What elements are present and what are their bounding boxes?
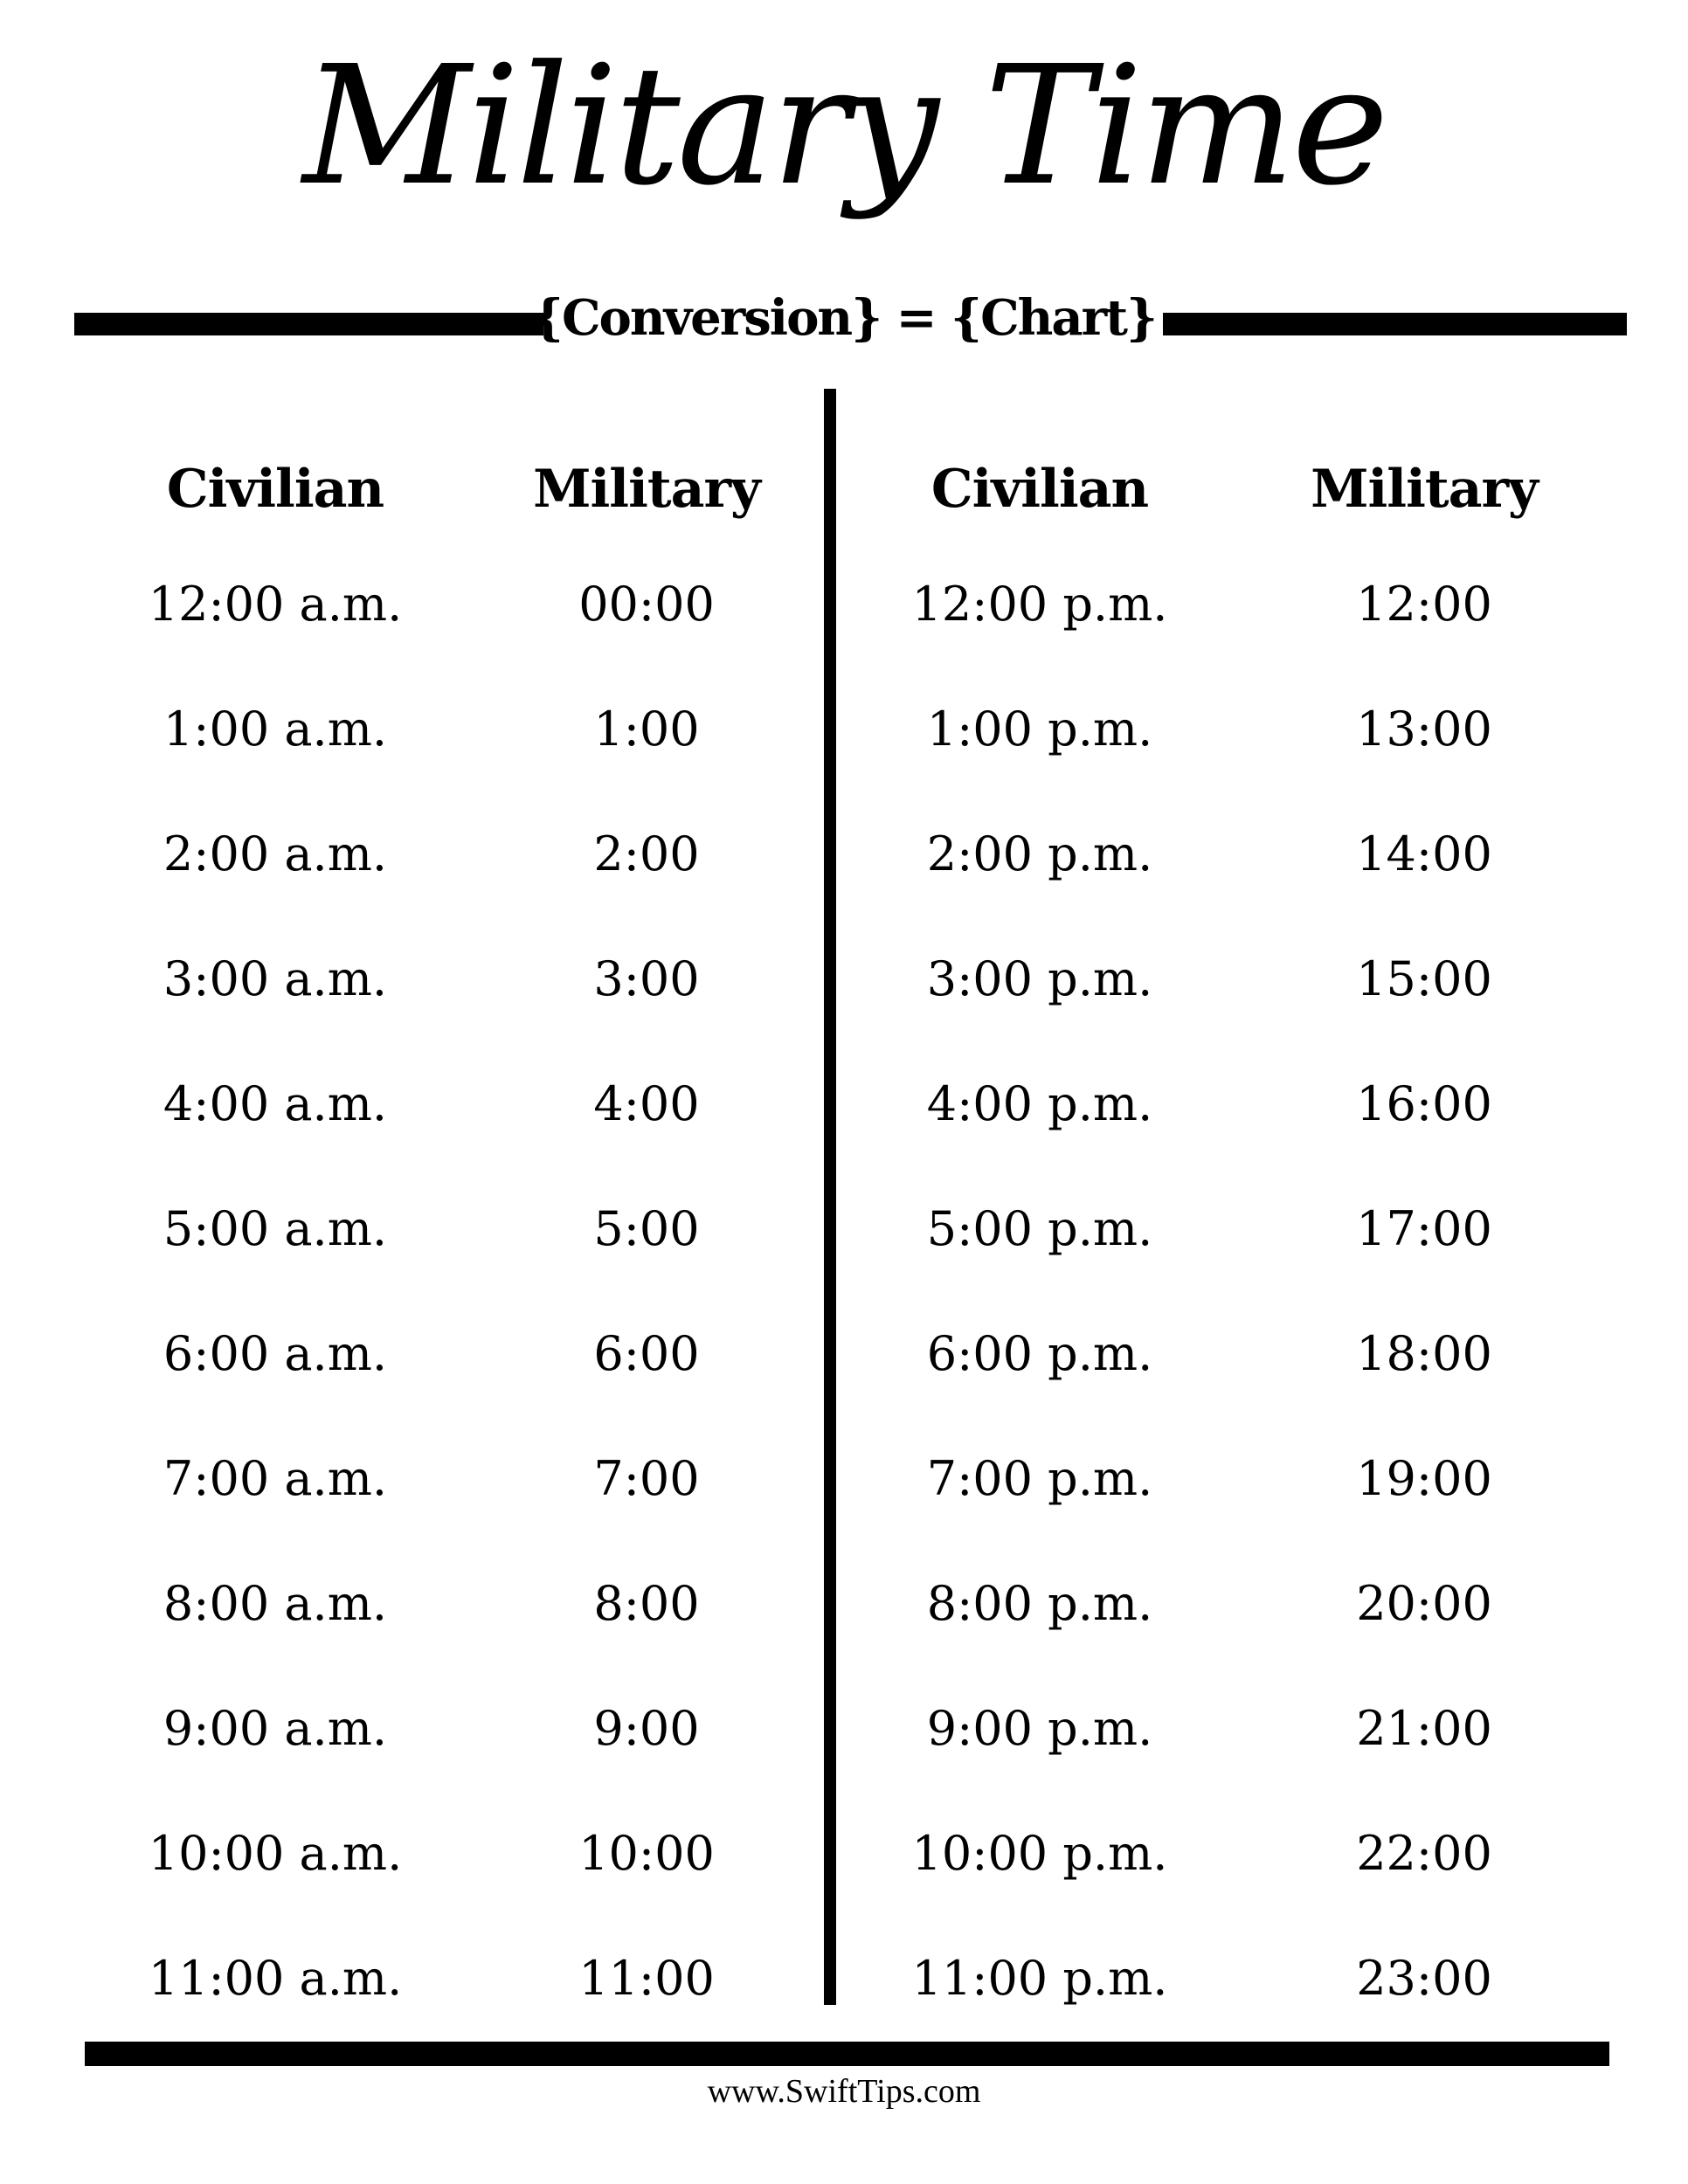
civilian-time-cell: 4:00 a.m. — [163, 1076, 388, 1131]
military-time-cell: 14:00 — [1356, 826, 1492, 881]
military-time-cell: 21:00 — [1356, 1701, 1492, 1756]
column-header-military: Military — [533, 459, 760, 520]
civilian-time-cell: 8:00 p.m. — [926, 1576, 1153, 1631]
military-time-cell: 12:00 — [1356, 577, 1492, 632]
military-time-cell: 20:00 — [1356, 1576, 1492, 1631]
civilian-time-cell: 1:00 p.m. — [926, 702, 1153, 757]
military-time-cell: 15:00 — [1356, 951, 1492, 1006]
military-time-cell: 18:00 — [1356, 1326, 1492, 1381]
military-time-cell: 5:00 — [593, 1201, 700, 1256]
conversion-table-pm — [843, 437, 1612, 2041]
column-header-civilian: Civilian — [930, 459, 1149, 520]
military-time-cell: 22:00 — [1356, 1826, 1492, 1881]
civilian-time-cell: 3:00 a.m. — [163, 951, 388, 1006]
military-time-cell: 2:00 — [593, 826, 700, 881]
civilian-time-cell: 10:00 a.m. — [148, 1826, 403, 1881]
civilian-time-cell: 7:00 p.m. — [926, 1451, 1153, 1506]
military-time-cell: 7:00 — [593, 1451, 700, 1506]
military-time-cell: 10:00 — [578, 1826, 715, 1881]
column-header-civilian: Civilian — [166, 459, 384, 520]
footer-url: www.SwiftTips.com — [707, 2073, 981, 2110]
military-time-cell: 3:00 — [593, 951, 700, 1006]
civilian-time-cell: 2:00 p.m. — [926, 826, 1153, 881]
column-header-military: Military — [1311, 459, 1538, 520]
civilian-time-cell: 8:00 a.m. — [163, 1576, 388, 1631]
civilian-time-cell: 10:00 p.m. — [911, 1826, 1168, 1881]
civilian-time-cell: 1:00 a.m. — [163, 702, 388, 757]
military-time-cell: 6:00 — [593, 1326, 700, 1381]
civilian-time-cell: 9:00 a.m. — [163, 1701, 388, 1756]
military-time-cell: 4:00 — [593, 1076, 700, 1131]
center-divider — [824, 389, 836, 2005]
military-time-cell: 19:00 — [1356, 1451, 1492, 1506]
civilian-time-cell: 5:00 p.m. — [926, 1201, 1153, 1256]
military-time-cell: 16:00 — [1356, 1076, 1492, 1131]
civilian-time-cell: 2:00 a.m. — [163, 826, 388, 881]
military-time-cell: 1:00 — [593, 702, 700, 757]
page-title: Military Time — [302, 31, 1386, 222]
civilian-time-cell: 6:00 p.m. — [926, 1326, 1153, 1381]
military-time-cell: 8:00 — [593, 1576, 700, 1631]
civilian-time-cell: 6:00 a.m. — [163, 1326, 388, 1381]
military-time-cell: 13:00 — [1356, 702, 1492, 757]
subtitle-rule-right — [1163, 313, 1627, 335]
civilian-time-cell: 3:00 p.m. — [926, 951, 1153, 1006]
civilian-time-cell: 7:00 a.m. — [163, 1451, 388, 1506]
civilian-time-cell: 12:00 a.m. — [148, 577, 403, 632]
military-time-cell: 9:00 — [593, 1701, 700, 1756]
civilian-time-cell: 4:00 p.m. — [926, 1076, 1153, 1131]
civilian-time-cell: 5:00 a.m. — [163, 1201, 388, 1256]
military-time-cell: 17:00 — [1356, 1201, 1492, 1256]
subtitle: {Conversion} = {Chart} — [531, 289, 1157, 347]
military-time-cell: 11:00 — [578, 1951, 715, 2006]
civilian-time-cell: 12:00 p.m. — [911, 577, 1168, 632]
civilian-time-cell: 9:00 p.m. — [926, 1701, 1153, 1756]
military-time-cell: 23:00 — [1356, 1951, 1492, 2006]
military-time-cell: 00:00 — [578, 577, 715, 632]
footer-rule — [85, 2042, 1609, 2066]
civilian-time-cell: 11:00 a.m. — [148, 1951, 403, 2006]
civilian-time-cell: 11:00 p.m. — [911, 1951, 1168, 2006]
conversion-table-am — [74, 437, 817, 2041]
